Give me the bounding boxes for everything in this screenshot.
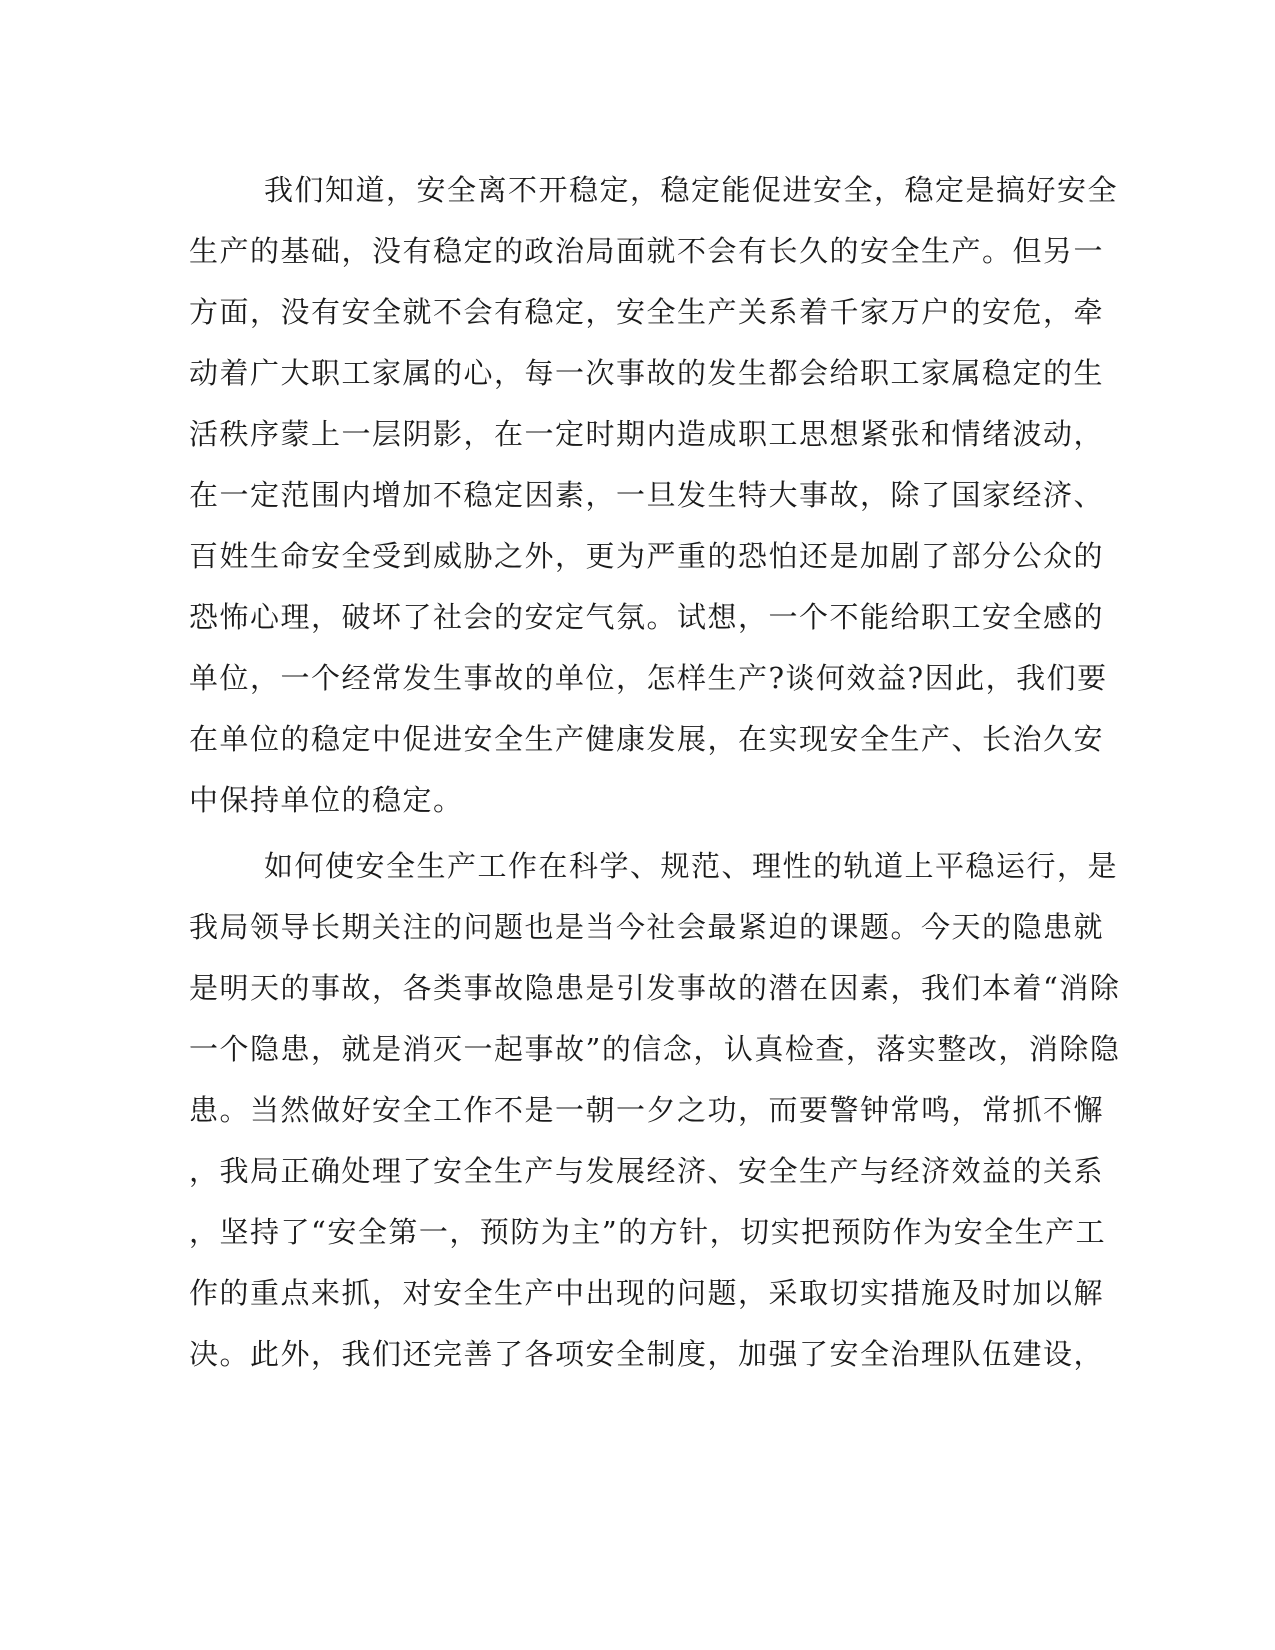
paragraph-line: 是明天的事故，各类事故隐患是引发事故的潜在因素，我们本着“消除	[189, 971, 1121, 1005]
paragraph-line: 恐怖心理，破坏了社会的安定气氛。试想，一个不能给职工安全感的	[189, 600, 1105, 634]
paragraph-line: ，坚持了“安全第一，预防为主”的方针，切实把预防作为安全生产工	[189, 1215, 1107, 1249]
paragraph-line: 动着广大职工家属的心，每一次事故的发生都会给职工家属稳定的生	[189, 356, 1105, 390]
paragraph-line: 中保持单位的稳定。	[189, 783, 464, 817]
paragraph-line: 我局领导长期关注的问题也是当今社会最紧迫的课题。今天的隐患就	[189, 910, 1105, 944]
paragraph-2	[189, 836, 1121, 1385]
paragraph-line: 在单位的稳定中促进安全生产健康发展，在实现安全生产、长治久安	[189, 722, 1105, 756]
paragraph-line: 我们知道，安全离不开稳定，稳定能促进安全，稳定是搞好安全	[264, 173, 1119, 207]
paragraph-line: 如何使安全生产工作在科学、规范、理性的轨道上平稳运行，是	[264, 849, 1119, 883]
paragraph-line: 生产的基础，没有稳定的政治局面就不会有长久的安全生产。但另一	[189, 234, 1105, 268]
paragraph-line: 方面，没有安全就不会有稳定，安全生产关系着千家万户的安危，牵	[189, 295, 1105, 329]
paragraph-line: 一个隐患，就是消灭一起事故”的信念，认真检查，落实整改，消除隐	[189, 1032, 1121, 1066]
paragraph-line: 决。此外，我们还完善了各项安全制度，加强了安全治理队伍建设，	[189, 1337, 1105, 1371]
paragraph-line: 患。当然做好安全工作不是一朝一夕之功，而要警钟常鸣，常抓不懈	[189, 1093, 1105, 1127]
paragraph-line: 活秩序蒙上一层阴影，在一定时期内造成职工思想紧张和情绪波动，	[189, 417, 1105, 451]
paragraph-line: 在一定范围内增加不稳定因素，一旦发生特大事故，除了国家经济、	[189, 478, 1105, 512]
paragraph-line: 百姓生命安全受到威胁之外，更为严重的恐怕还是加剧了部分公众的	[189, 539, 1105, 573]
paragraph-1	[189, 160, 1119, 831]
paragraph-line: ，我局正确处理了安全生产与发展经济、安全生产与经济效益的关系	[189, 1154, 1105, 1188]
paragraph-line: 单位，一个经常发生事故的单位，怎样生产?谈何效益?因此，我们要	[189, 661, 1108, 695]
paragraph-line: 作的重点来抓，对安全生产中出现的问题，采取切实措施及时加以解	[189, 1276, 1105, 1310]
